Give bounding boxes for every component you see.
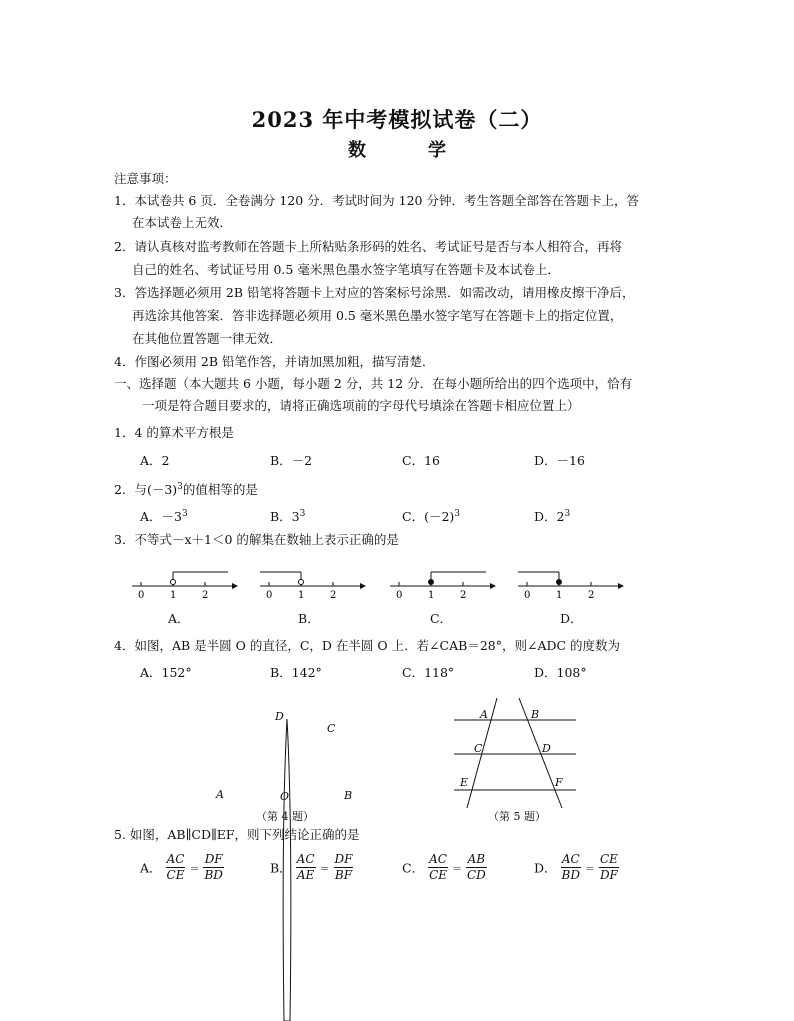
note-3-line-1: 3．答选择题必须用 2B 铅笔将答题卡上对应的答案标号涂黑．如需改动，请用橡皮擦干净后， bbox=[114, 285, 635, 300]
q1-stem: 1．4 的算术平方根是 bbox=[114, 425, 234, 440]
q1-option-c[interactable]: C．16 bbox=[402, 453, 440, 468]
q1-option-b[interactable]: B．－2 bbox=[270, 453, 313, 468]
tick-0: 0 bbox=[524, 590, 531, 601]
note-2-line-2: 自己的姓名、考试证号用 0.5 毫米黑色墨水签字笔填写在答题卡及本试卷上． bbox=[132, 262, 560, 277]
tick-2: 2 bbox=[202, 590, 209, 601]
fig4-label-a: A bbox=[216, 788, 224, 801]
tick-2: 2 bbox=[588, 590, 595, 601]
q2-option-d[interactable]: D．$2^3$ bbox=[534, 509, 571, 525]
tick-1: 1 bbox=[298, 590, 305, 601]
note-2-line-1: 2．请认真核对监考教师在答题卡上所粘贴条形码的姓名、考试证号是否与本人相符合，再将 bbox=[114, 239, 622, 254]
number-line-d bbox=[514, 566, 624, 602]
number-line-a bbox=[128, 566, 238, 602]
q3-option-d[interactable]: D． bbox=[560, 611, 583, 626]
q1-option-a[interactable]: A．2 bbox=[140, 453, 170, 468]
fig4-label-o: O bbox=[280, 790, 290, 803]
q4-option-b[interactable]: B．142° bbox=[270, 665, 322, 680]
tick-2: 2 bbox=[460, 590, 467, 601]
q4-option-c[interactable]: C．118° bbox=[402, 665, 455, 680]
section1-line-2: 一项是符合题目要求的，请将正确选项前的字母代号填涂在答题卡相应位置上） bbox=[142, 398, 580, 413]
q2-option-c[interactable]: C．$(-2)^3$ bbox=[402, 509, 461, 525]
q2-option-b[interactable]: B．$3^3$ bbox=[270, 509, 306, 525]
number-line-c bbox=[386, 566, 496, 602]
note-1-line-1: 1．本试卷共 6 页．全卷满分 120 分．考试时间为 120 分钟．考生答题全部答在答题卡上，答 bbox=[114, 193, 639, 208]
tick-2: 2 bbox=[330, 590, 337, 601]
notes-heading: 注意事项： bbox=[114, 171, 177, 186]
number-line-b bbox=[256, 566, 366, 602]
fig5-label-d: D bbox=[542, 742, 551, 755]
q5-option-b[interactable]: B． $\frac{AC}{AE}$ ＝ $\frac{DF}{BF}$ bbox=[270, 852, 353, 882]
note-1-line-2: 在本试卷上无效． bbox=[132, 215, 233, 230]
q3-option-a[interactable]: A． bbox=[168, 611, 190, 626]
fig5-label-a: A bbox=[480, 708, 488, 721]
note-4-line-1: 4．作图必须用 2B 铅笔作答，并请加黑加粗，描写清楚． bbox=[114, 354, 435, 369]
q4-option-d[interactable]: D．108° bbox=[534, 665, 587, 680]
tick-1: 1 bbox=[556, 590, 563, 601]
q5-option-a[interactable]: A． $\frac{AC}{CE}$ ＝ $\frac{DF}{BD}$ bbox=[140, 852, 223, 882]
figure-5 bbox=[450, 694, 580, 810]
tick-0: 0 bbox=[396, 590, 403, 601]
fig5-label-b: B bbox=[531, 708, 540, 721]
q1-option-d[interactable]: D．－16 bbox=[534, 453, 585, 468]
q5-stem: 5. 如图，AB∥CD∥EF，则下列结论正确的是 bbox=[114, 827, 360, 842]
q3-stem: 3．不等式－x＋1＜0 的解集在数轴上表示正确的是 bbox=[114, 532, 399, 547]
fig5-label-e: E bbox=[460, 776, 469, 789]
fig4-label-d: D bbox=[275, 710, 284, 723]
section1-line-1: 一、选择题（本大题共 6 小题，每小题 2 分，共 12 分．在每小题所给出的四个选项中，恰有 bbox=[114, 376, 633, 391]
fig5-label-f: F bbox=[555, 776, 563, 789]
fig5-label-c: C bbox=[474, 742, 483, 755]
q2-stem: 2．与$(-3)^3$的值相等的是 bbox=[114, 482, 258, 498]
q2-option-a[interactable]: A．$-3^3$ bbox=[140, 509, 188, 525]
q5-option-c[interactable]: C． $\frac{AC}{CE}$ ＝ $\frac{AB}{CD}$ bbox=[402, 852, 486, 882]
fig4-caption: （第 4 题） bbox=[256, 810, 314, 823]
q5-option-d[interactable]: D． $\frac{AC}{BD}$ ＝ $\frac{CE}{DF}$ bbox=[534, 852, 618, 882]
q4-stem: 4．如图，AB 是半圆 O 的直径，C，D 在半圆 O 上．若∠CAB＝28°，则∠ADC 的度数为 bbox=[114, 638, 621, 653]
tick-1: 1 bbox=[170, 590, 177, 601]
fig5-caption: （第 5 题） bbox=[488, 810, 546, 823]
subject-title: 数 学 bbox=[348, 140, 468, 161]
note-3-line-3: 在其他位置答题一律无效． bbox=[132, 331, 283, 346]
q4-option-a[interactable]: A．152° bbox=[140, 665, 192, 680]
q3-option-c[interactable]: C． bbox=[430, 611, 453, 626]
note-3-line-2: 再选涂其他答案．答非选择题必须用 0.5 毫米黑色墨水签字笔写在答题卡上的指定位置， bbox=[132, 308, 623, 323]
exam-title: 2023 年中考模拟试卷（二） bbox=[251, 107, 543, 132]
fig4-label-c: C bbox=[327, 722, 336, 735]
tick-0: 0 bbox=[138, 590, 145, 601]
tick-0: 0 bbox=[266, 590, 273, 601]
fig4-label-b: B bbox=[344, 789, 353, 802]
q3-option-b[interactable]: B． bbox=[298, 611, 320, 626]
tick-1: 1 bbox=[428, 590, 435, 601]
